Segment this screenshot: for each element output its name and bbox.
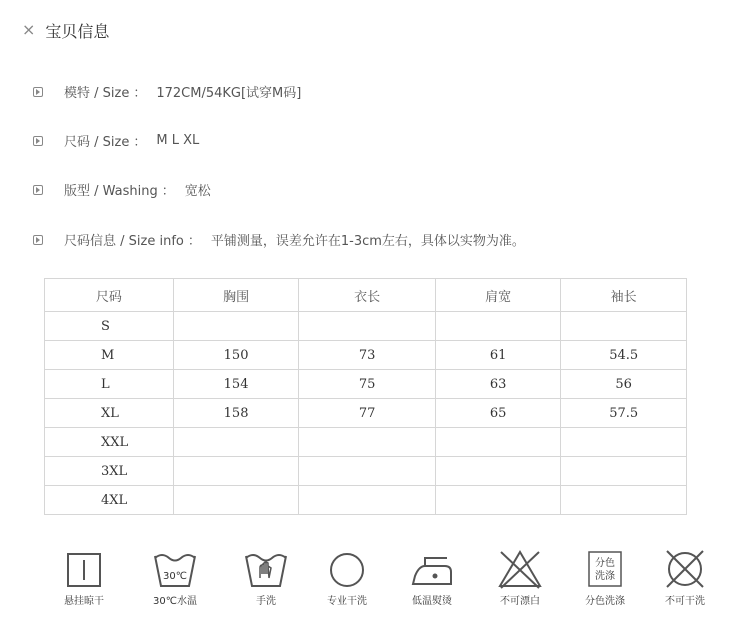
table-header-cell: 肩宽 xyxy=(435,279,561,312)
info-value: 宽松 xyxy=(184,184,211,199)
separate-wash-icon xyxy=(585,548,625,590)
wash-temp-badge: 30℃ xyxy=(163,571,187,582)
table-cell xyxy=(561,428,687,457)
table-cell: 54.5 xyxy=(561,341,687,370)
table-header-row xyxy=(45,279,687,312)
care-label: 不可漂白 xyxy=(500,596,540,607)
table-header-cell: 袖长 xyxy=(561,279,687,312)
separate-wash-badge-bottom: 洗涤 xyxy=(595,571,615,582)
table-cell: 57.5 xyxy=(561,399,687,428)
info-row-fit xyxy=(33,180,211,199)
table-cell: 63 xyxy=(435,370,561,399)
info-value: 平铺测量，误差允许在1-3cm左右，具体以实物为准。 xyxy=(210,234,525,249)
info-value: M L XL xyxy=(156,133,200,148)
bullet-icon xyxy=(33,235,43,245)
table-cell xyxy=(299,486,435,515)
care-item xyxy=(392,548,472,607)
care-label: 悬挂晾干 xyxy=(64,596,104,607)
section-header xyxy=(22,18,109,42)
table-row xyxy=(45,312,687,341)
table-row xyxy=(45,457,687,486)
table-cell xyxy=(173,312,299,341)
table-cell: 154 xyxy=(173,370,299,399)
table-cell xyxy=(173,486,299,515)
low-temp-iron-icon xyxy=(409,548,455,590)
info-label: 模特 / Size xyxy=(64,86,130,101)
table-cell xyxy=(561,486,687,515)
care-label: 30℃水温 xyxy=(153,596,197,607)
bullet-icon xyxy=(33,87,43,97)
table-cell: 65 xyxy=(435,399,561,428)
table-cell: 73 xyxy=(299,341,435,370)
table-header-cell: 胸围 xyxy=(173,279,299,312)
table-cell xyxy=(435,428,561,457)
table-cell xyxy=(299,457,435,486)
table-row xyxy=(45,486,687,515)
info-colon: ： xyxy=(161,184,175,199)
info-colon: ： xyxy=(133,135,147,150)
info-label: 尺码信息 / Size info xyxy=(64,234,184,249)
table-cell-size: L xyxy=(45,370,174,399)
table-cell xyxy=(435,486,561,515)
care-item xyxy=(226,548,306,607)
table-cell xyxy=(173,457,299,486)
table-cell-size: 4XL xyxy=(45,486,174,515)
table-cell: 158 xyxy=(173,399,299,428)
table-header-cell: 衣长 xyxy=(299,279,435,312)
table-cell-size: M xyxy=(45,341,174,370)
care-item xyxy=(645,548,725,607)
table-cell: 77 xyxy=(299,399,435,428)
hang-dry-icon xyxy=(64,548,104,590)
bullet-icon xyxy=(33,136,43,146)
table-cell: 150 xyxy=(173,341,299,370)
info-row-size xyxy=(33,131,199,150)
table-cell-size: 3XL xyxy=(45,457,174,486)
care-item xyxy=(307,548,387,607)
care-label: 专业干洗 xyxy=(327,596,367,607)
table-header-cell: 尺码 xyxy=(45,279,174,312)
care-item xyxy=(135,548,215,607)
care-item xyxy=(44,548,124,607)
care-label: 分色洗涤 xyxy=(585,596,625,607)
table-row xyxy=(45,370,687,399)
care-label: 手洗 xyxy=(256,596,276,607)
care-item xyxy=(565,548,645,607)
table-cell: 75 xyxy=(299,370,435,399)
table-cell xyxy=(435,457,561,486)
close-icon[interactable]: × xyxy=(22,20,36,39)
info-row-model xyxy=(33,82,301,101)
table-row xyxy=(45,399,687,428)
table-cell xyxy=(299,312,435,341)
no-bleach-icon xyxy=(497,548,543,590)
care-label: 低温熨烫 xyxy=(412,596,452,607)
table-cell xyxy=(299,428,435,457)
table-cell xyxy=(173,428,299,457)
info-colon: ： xyxy=(133,86,147,101)
info-row-size-info xyxy=(33,230,525,249)
bullet-icon xyxy=(33,185,43,195)
no-tumble-dry-icon xyxy=(663,548,707,590)
table-cell: 56 xyxy=(561,370,687,399)
table-row xyxy=(45,341,687,370)
info-value: 172CM/54KG[试穿M码] xyxy=(156,86,302,101)
table-cell xyxy=(561,457,687,486)
care-label: 不可干洗 xyxy=(665,596,705,607)
info-colon: ： xyxy=(187,234,201,249)
size-table xyxy=(44,278,687,515)
table-cell: 61 xyxy=(435,341,561,370)
separate-wash-badge-top: 分色 xyxy=(595,558,615,569)
hand-wash-icon xyxy=(243,548,289,590)
table-cell-size: XXL xyxy=(45,428,174,457)
wash-30-icon xyxy=(152,548,198,590)
section-title: 宝贝信息 xyxy=(45,21,110,41)
info-label: 版型 / Washing xyxy=(64,184,158,199)
care-item xyxy=(480,548,560,607)
info-label: 尺码 / Size xyxy=(64,135,130,150)
table-cell xyxy=(435,312,561,341)
table-cell-size: S xyxy=(45,312,174,341)
table-cell xyxy=(561,312,687,341)
professional-dry-clean-icon xyxy=(327,548,367,590)
table-cell-size: XL xyxy=(45,399,174,428)
table-row xyxy=(45,428,687,457)
